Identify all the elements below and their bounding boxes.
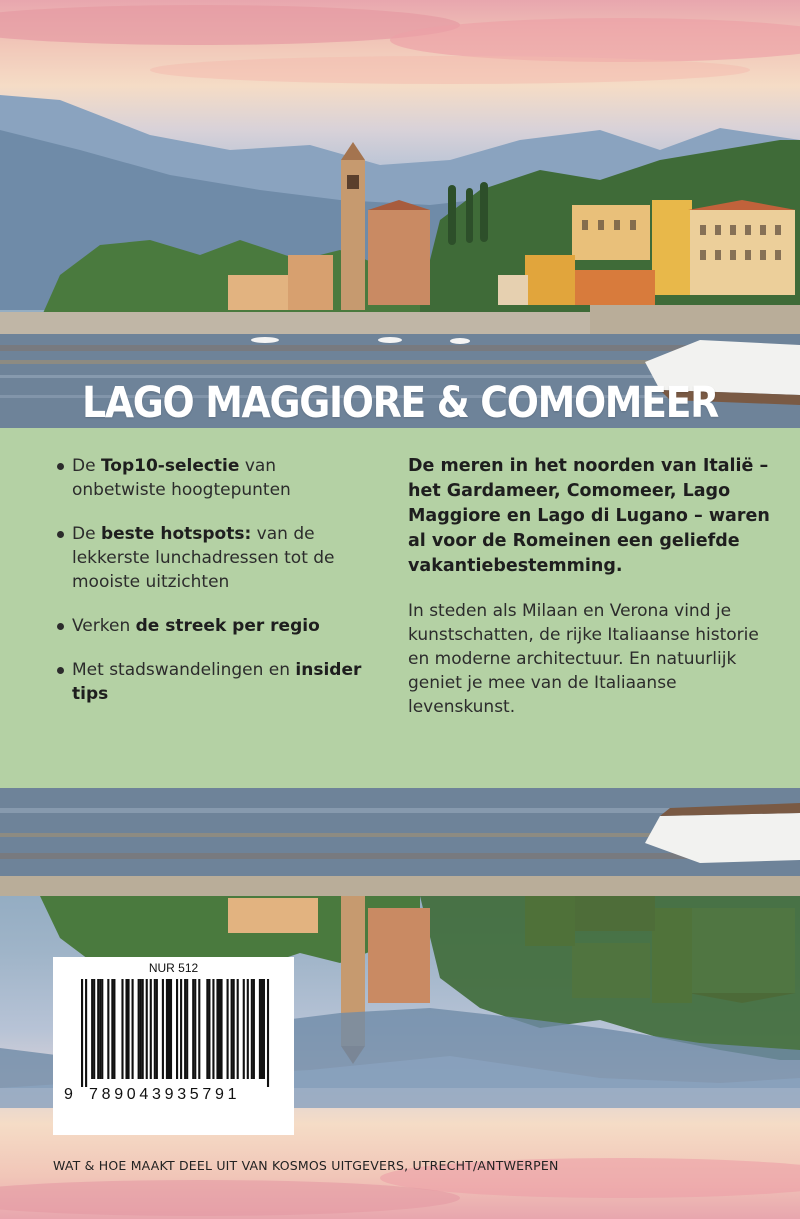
feature-item: Met stadswandelingen en insider tips bbox=[55, 658, 375, 706]
barcode-bar bbox=[227, 979, 229, 1079]
barcode-bar bbox=[132, 979, 134, 1079]
barcode-bar bbox=[142, 979, 144, 1079]
barcode-bar bbox=[140, 979, 142, 1079]
barcode-bar bbox=[170, 979, 172, 1079]
barcode-bar bbox=[184, 979, 186, 1079]
barcode-bar bbox=[216, 979, 218, 1079]
barcode-bar bbox=[267, 979, 269, 1087]
barcode-bar bbox=[138, 979, 140, 1079]
barcode-bar bbox=[259, 979, 261, 1079]
barcode-bar bbox=[208, 979, 210, 1079]
barcode-bar bbox=[198, 979, 200, 1079]
info-panel bbox=[0, 428, 800, 788]
barcode-bar bbox=[166, 979, 168, 1079]
barcode-bar bbox=[107, 979, 109, 1079]
barcode-bar bbox=[162, 979, 164, 1079]
barcode-bar bbox=[156, 979, 158, 1079]
barcode-bar bbox=[194, 979, 196, 1079]
lake-photo bbox=[0, 0, 800, 430]
feature-item: De beste hotspots: van de lekkerste lunchadressen tot de mooiste uitzichten bbox=[55, 522, 375, 594]
barcode-bar bbox=[220, 979, 222, 1079]
barcode-bar bbox=[99, 979, 101, 1079]
barcode-bar bbox=[237, 979, 239, 1079]
barcode-bar bbox=[263, 979, 265, 1079]
barcode-bar bbox=[247, 979, 249, 1079]
body-paragraph: In steden als Milaan en Verona vind je kunstschatten, de rijke Italiaanse historie en moderne architectuur. En natuurlijk geniet je mee van de Italiaanse levenskunst. bbox=[408, 601, 759, 717]
publisher-line: WAT & HOE MAAKT DEEL UIT VAN KOSMOS UITGEVERS, UTRECHT/ANTWERPEN bbox=[53, 1158, 559, 1173]
barcode-bars bbox=[81, 979, 271, 1087]
feature-item: De Top10-selectie van onbetwiste hoogtepunten bbox=[55, 454, 375, 502]
barcode-bar bbox=[121, 979, 123, 1079]
barcode-bar bbox=[85, 979, 87, 1087]
lead-paragraph: De meren in het noorden van Italië – het Gardameer, Comomeer, Lago Maggiore en Lago di Lugano – waren al voor de Romeinen een geliefde vakantiebestemming. bbox=[408, 456, 770, 576]
barcode-bar bbox=[154, 979, 156, 1079]
barcode-bar bbox=[113, 979, 115, 1079]
barcode-bar bbox=[81, 979, 83, 1087]
isbn-digits: 789043935791 bbox=[89, 1086, 241, 1103]
barcode-bar bbox=[93, 979, 95, 1079]
barcode-bar bbox=[91, 979, 93, 1079]
barcode-bar bbox=[101, 979, 103, 1079]
barcode-bar bbox=[253, 979, 255, 1079]
barcode-bar bbox=[97, 979, 99, 1079]
barcode-bar bbox=[251, 979, 253, 1079]
barcode-bar bbox=[206, 979, 208, 1079]
barcode-bar bbox=[146, 979, 148, 1079]
barcode-bar bbox=[180, 979, 182, 1079]
barcode-bar bbox=[192, 979, 194, 1079]
barcode-bar bbox=[168, 979, 170, 1079]
description bbox=[408, 454, 778, 719]
barcode-bar bbox=[127, 979, 129, 1079]
barcode-bar bbox=[111, 979, 113, 1079]
barcode-bar bbox=[186, 979, 188, 1079]
book-title: LAGO MAGGIORE & COMOMEER bbox=[81, 378, 719, 428]
isbn-barcode bbox=[53, 957, 294, 1135]
barcode-bar bbox=[176, 979, 178, 1079]
nur-code: NUR 512 bbox=[148, 961, 199, 975]
barcode-bar bbox=[231, 979, 233, 1079]
barcode-bar bbox=[150, 979, 152, 1079]
barcode-bar bbox=[125, 979, 127, 1079]
feature-list bbox=[55, 454, 375, 726]
barcode-bar bbox=[218, 979, 220, 1079]
barcode-bar bbox=[243, 979, 245, 1079]
isbn-first-digit: 9 bbox=[64, 1086, 73, 1103]
barcode-bar bbox=[261, 979, 263, 1079]
feature-item: Verken de streek per regio bbox=[55, 614, 375, 638]
lake-landscape-illustration bbox=[0, 0, 800, 430]
barcode-bar bbox=[233, 979, 235, 1079]
barcode-bar bbox=[212, 979, 214, 1079]
